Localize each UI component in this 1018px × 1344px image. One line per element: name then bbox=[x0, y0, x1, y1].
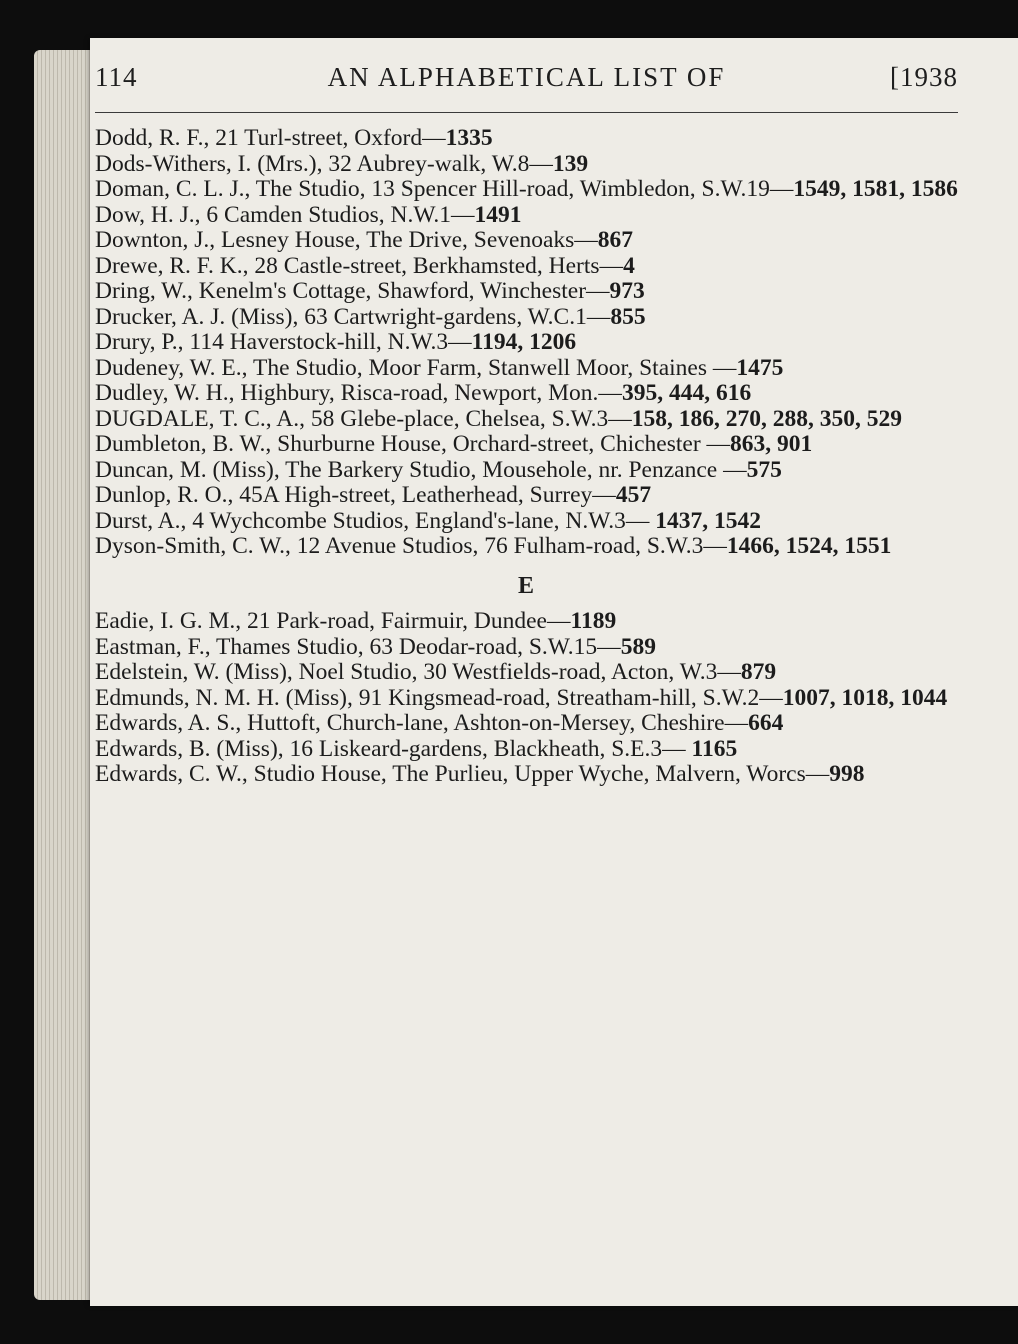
list-item bbox=[95, 711, 958, 737]
list-item bbox=[95, 635, 958, 661]
list-item bbox=[95, 534, 958, 560]
entry-text: Edelstein, W. (Miss), Noel Studio, 30 Westfields-road, Acton, W.3— bbox=[95, 659, 741, 685]
list-item bbox=[95, 458, 958, 484]
entry-text: Downton, J., Lesney House, The Drive, Sevenoaks— bbox=[95, 227, 598, 253]
entry-numbers: 575 bbox=[746, 456, 782, 483]
entry-numbers: 1437, 1542 bbox=[655, 507, 761, 534]
section-letter-e: E bbox=[517, 572, 535, 599]
entry-numbers: 457 bbox=[615, 482, 652, 508]
entry-text: Edmunds, N. M. H. (Miss), 91 Kingsmead-road, Streatham-hill, S.W.2— bbox=[95, 684, 783, 711]
page-title: AN ALPHABETICAL LIST OF bbox=[327, 62, 726, 92]
list-item bbox=[95, 509, 958, 535]
entry-text: Dow, H. J., 6 Camden Studios, N.W.1— bbox=[95, 201, 475, 228]
list-item bbox=[95, 407, 958, 433]
entry-numbers: 1549, 1581, 1586 bbox=[793, 176, 958, 202]
entry-text: Doman, C. L. J., The Studio, 13 Spencer Hill-road, Wimbledon, S.W.19— bbox=[95, 176, 794, 202]
entry-text: Dumbleton, B. W., Shurburne House, Orchard-street, Chichester — bbox=[95, 431, 731, 457]
entry-text: Drewe, R. F. K., 28 Castle-street, Berkhamsted, Herts— bbox=[95, 252, 624, 279]
list-item bbox=[95, 609, 958, 635]
list-item bbox=[95, 203, 958, 229]
entry-numbers: 664 bbox=[748, 710, 784, 736]
entry-text: Edwards, C. W., Studio House, The Purlieu, Upper Wyche, Malvern, Worcs— bbox=[95, 761, 830, 787]
entry-numbers: 863, 901 bbox=[730, 431, 813, 457]
entry-numbers: 973 bbox=[609, 278, 645, 304]
entry-numbers: 139 bbox=[552, 150, 589, 177]
list-item bbox=[95, 356, 958, 382]
list-item bbox=[95, 279, 958, 305]
entry-text: Eadie, I. G. M., 21 Park-road, Fairmuir, Dundee— bbox=[95, 608, 571, 634]
header-year: [1938 bbox=[890, 62, 958, 92]
entry-text: Dyson-Smith, C. W., 12 Avenue Studios, 76 Fulham-road, S.W.3— bbox=[95, 533, 727, 559]
entry-text: Duncan, M. (Miss), The Barkery Studio, Mousehole, nr. Penzance — bbox=[95, 456, 747, 483]
entry-text: Edwards, A. S., Huttoft, Church-lane, Ashton-on-Mersey, Cheshire— bbox=[95, 710, 749, 736]
list-item bbox=[95, 305, 958, 331]
entry-numbers: 879 bbox=[740, 659, 777, 685]
list-item bbox=[95, 686, 958, 712]
entry-text: Eastman, F., Thames Studio, 63 Deodar-road, S.W.15— bbox=[95, 633, 621, 660]
entry-numbers: 1189 bbox=[570, 608, 617, 634]
section-e-entries bbox=[95, 609, 958, 788]
section-d-entries bbox=[95, 126, 958, 560]
entry-text: Durst, A., 4 Wychcombe Studios, England's-lane, N.W.3— bbox=[95, 507, 656, 534]
entry-text: Dodd, R. F., 21 Turl-street, Oxford— bbox=[95, 125, 446, 151]
list-item bbox=[95, 228, 958, 254]
entry-numbers: 395, 444, 616 bbox=[621, 380, 752, 406]
entry-text: Dudeney, W. E., The Studio, Moor Farm, Stanwell Moor, Staines — bbox=[95, 354, 737, 381]
entry-list bbox=[95, 126, 958, 788]
list-item bbox=[95, 660, 958, 686]
entry-numbers: 1475 bbox=[736, 354, 784, 381]
page-edges bbox=[34, 50, 94, 1300]
entry-text: Dudley, W. H., Highbury, Risca-road, Newport, Mon.— bbox=[95, 380, 622, 406]
header-rule bbox=[95, 112, 958, 113]
list-item bbox=[95, 254, 958, 280]
list-item bbox=[95, 177, 958, 203]
list-item bbox=[95, 762, 958, 788]
list-item bbox=[95, 432, 958, 458]
list-item bbox=[95, 381, 958, 407]
page-header bbox=[95, 62, 958, 98]
entry-numbers: 998 bbox=[829, 761, 865, 787]
list-item bbox=[95, 152, 958, 178]
entry-numbers: 1491 bbox=[474, 201, 522, 228]
entry-text: Dunlop, R. O., 45A High-street, Leatherhead, Surrey— bbox=[95, 482, 616, 508]
entry-numbers: 867 bbox=[597, 227, 634, 253]
entry-numbers: 1466, 1524, 1551 bbox=[726, 533, 892, 559]
entry-text: Drury, P., 114 Haverstock-hill, N.W.3— bbox=[95, 329, 472, 355]
entry-numbers: 1335 bbox=[445, 125, 493, 151]
list-item bbox=[95, 126, 958, 152]
entry-numbers: 1194, 1206 bbox=[471, 329, 577, 355]
entry-text: Drucker, A. J. (Miss), 63 Cartwright-gardens, W.C.1— bbox=[95, 303, 611, 330]
entry-numbers: 855 bbox=[610, 303, 646, 330]
page-number: 114 bbox=[95, 62, 138, 92]
entry-numbers: 589 bbox=[620, 633, 656, 660]
entry-text: Dods-Withers, I. (Mrs.), 32 Aubrey-walk, W.8— bbox=[95, 150, 553, 177]
list-item bbox=[95, 330, 958, 356]
entry-numbers: 4 bbox=[623, 252, 635, 279]
entry-text: Edwards, B. (Miss), 16 Liskeard-gardens, Blackheath, S.E.3— bbox=[95, 735, 692, 762]
entry-numbers: 158, 186, 270, 288, 350, 529 bbox=[631, 405, 902, 432]
entry-text: DUGDALE, T. C., A., 58 Glebe-place, Chelsea, S.W.3— bbox=[95, 405, 632, 432]
list-item bbox=[95, 483, 958, 509]
entry-text: Dring, W., Kenelm's Cottage, Shawford, Winchester— bbox=[95, 278, 610, 304]
entry-numbers: 1165 bbox=[691, 735, 738, 762]
list-item bbox=[95, 737, 958, 763]
entry-numbers: 1007, 1018, 1044 bbox=[782, 684, 948, 711]
